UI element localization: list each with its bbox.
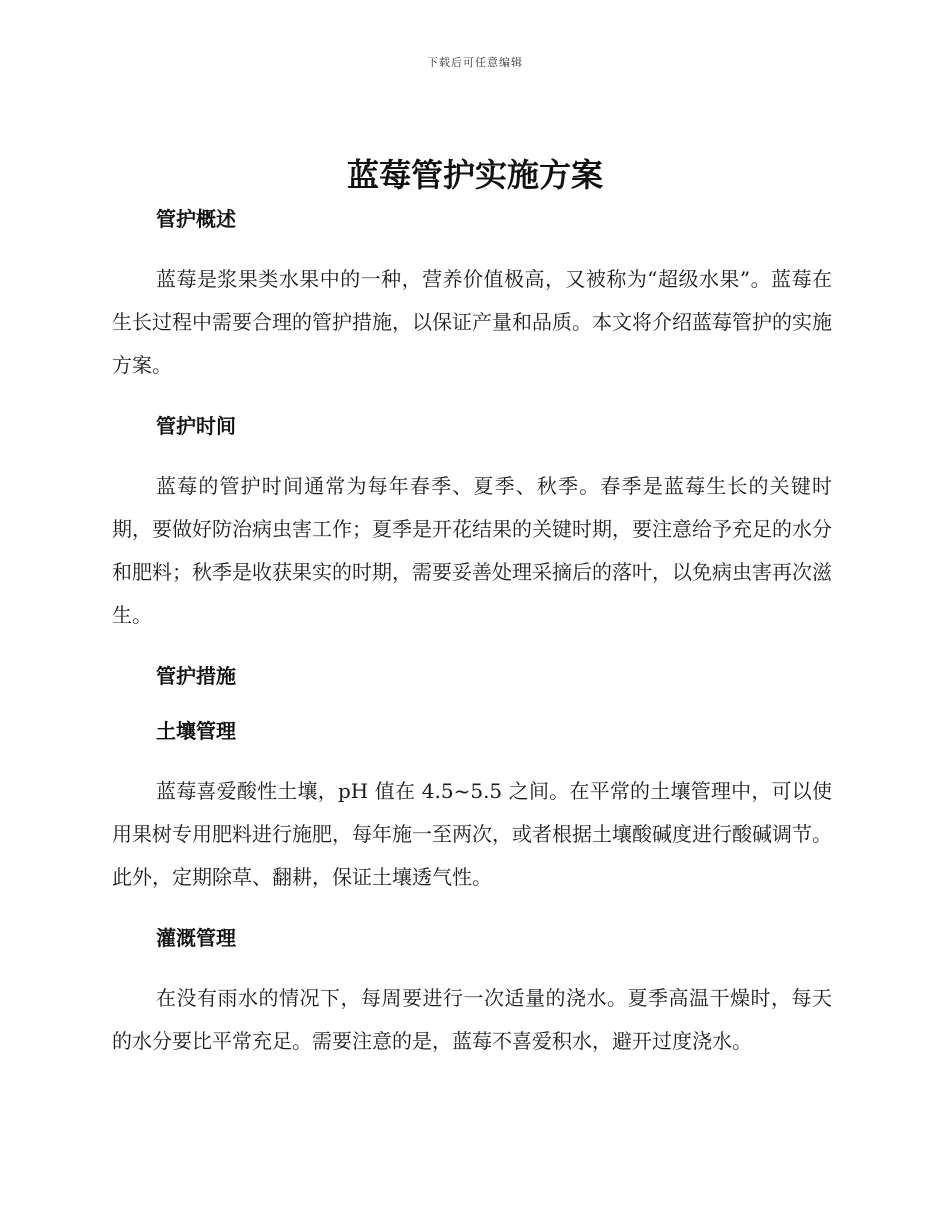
section-heading-irrigation: 灌溉管理	[156, 926, 236, 950]
section-heading-measures: 管护措施	[156, 664, 236, 688]
section-heading-soil: 土壤管理	[156, 719, 236, 743]
section-paragraph-irrigation: 在没有雨水的情况下，每周要进行一次适量的浇水。夏季高温干燥时，每天的水分要比平常充足。需要注意的是，蓝莓不喜爱积水，避开过度浇水。	[112, 986, 832, 1053]
document-body	[112, 203, 832, 1063]
section-paragraph-time: 蓝莓的管护时间通常为每年春季、夏季、秋季。春季是蓝莓生长的关键时期，要做好防治病虫害工作；夏季是开花结果的关键时期，要注意给予充足的水分和肥料；秋季是收获果实的时期，需要妥善处理采摘后的落叶，以免病虫害再次滋生。	[112, 474, 832, 627]
section-heading-overview: 管护概述	[156, 207, 236, 231]
page-header-note: 下载后可任意编辑	[427, 56, 523, 69]
document-title: 蓝莓管护实施方案	[346, 156, 603, 194]
section-paragraph-overview: 蓝莓是浆果类水果中的一种，营养价值极高，又被称为“超级水果”。蓝莓在生长过程中需要合理的管护措施，以保证产量和品质。本文将介绍蓝莓管护的实施方案。	[112, 267, 832, 377]
section-heading-time: 管护时间	[156, 414, 236, 438]
section-paragraph-soil: 蓝莓喜爱酸性土壤，pH 值在 4.5~5.5 之间。在平常的土壤管理中，可以使用果树专用肥料进行施肥，每年施一至两次，或者根据土壤酸碱度进行酸碱调节。此外，定期除草、翻耕，保证土壤透气性。	[112, 779, 832, 889]
